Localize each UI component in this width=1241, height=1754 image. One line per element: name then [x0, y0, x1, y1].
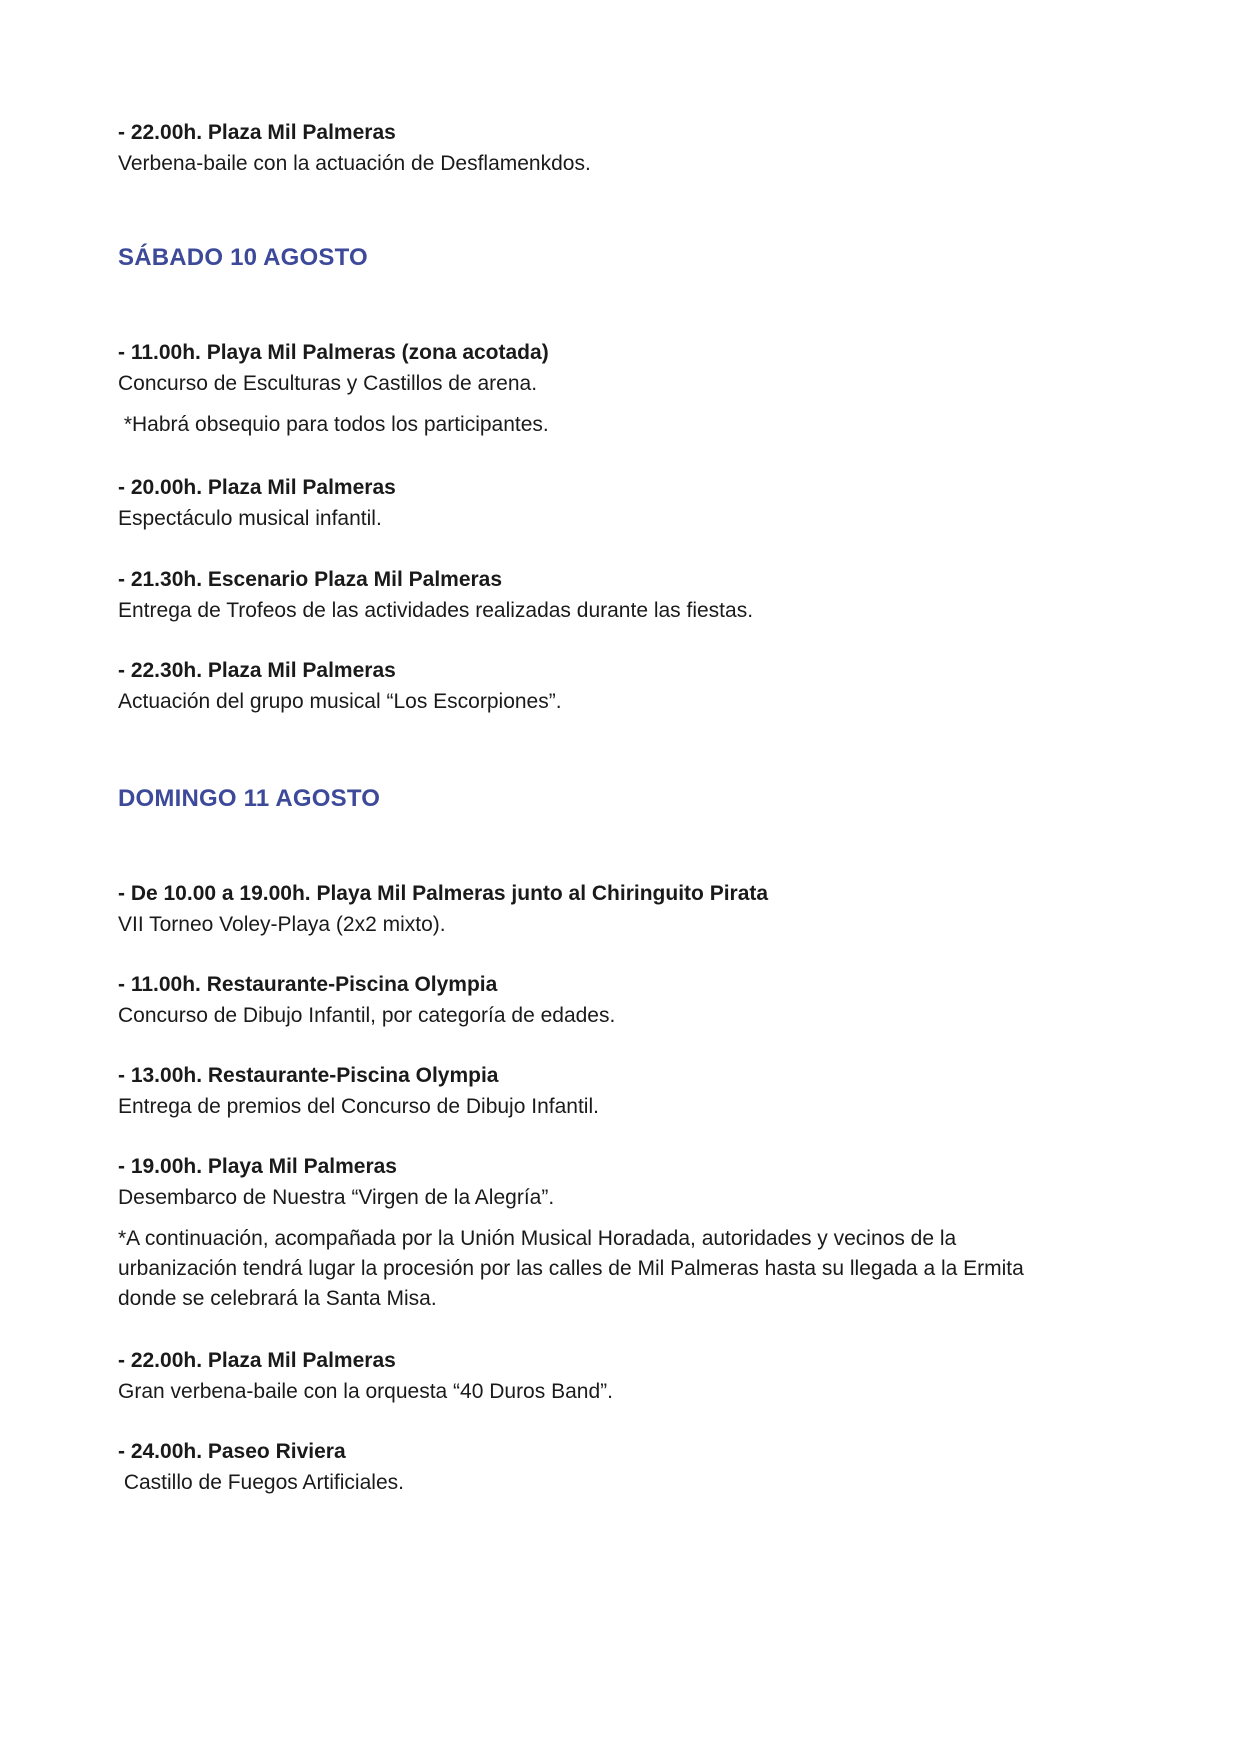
- event-desc: Concurso de Dibujo Infantil, por categoría de edades.: [118, 1004, 616, 1027]
- event-desc: Entrega de Trofeos de las actividades realizadas durante las fiestas.: [118, 599, 754, 622]
- day-heading-domingo: DOMINGO 11 AGOSTO: [118, 785, 381, 812]
- event-desc: VII Torneo Voley-Playa (2x2 mixto).: [118, 913, 446, 936]
- event-time: - 20.00h. Plaza Mil Palmeras: [118, 476, 396, 499]
- day-heading-sabado: SÁBADO 10 AGOSTO: [118, 244, 368, 271]
- event-time: - 21.30h. Escenario Plaza Mil Palmeras: [118, 568, 503, 591]
- event-desc: Actuación del grupo musical “Los Escorpiones”.: [118, 690, 562, 713]
- event-desc: Concurso de Esculturas y Castillos de arena.: [118, 372, 538, 395]
- event-time: - De 10.00 a 19.00h. Playa Mil Palmeras junto al Chiringuito Pirata: [118, 882, 769, 905]
- event-desc: Desembarco de Nuestra “Virgen de la Alegría”.: [118, 1186, 555, 1209]
- event-time: - 22.00h. Plaza Mil Palmeras: [118, 1349, 396, 1372]
- event-desc: Entrega de premios del Concurso de Dibujo Infantil.: [118, 1095, 599, 1118]
- event-time: - 19.00h. Playa Mil Palmeras: [118, 1155, 397, 1178]
- event-time: - 11.00h. Restaurante-Piscina Olympia: [118, 973, 498, 996]
- event-desc: Espectáculo musical infantil.: [118, 507, 382, 530]
- event-time: - 22.30h. Plaza Mil Palmeras: [118, 659, 396, 682]
- event-time: - 24.00h. Paseo Riviera: [118, 1440, 346, 1463]
- event-note-line: urbanización tendrá lugar la procesión por las calles de Mil Palmeras hasta su llegada a la Ermita: [118, 1257, 1024, 1280]
- event-time: - 13.00h. Restaurante-Piscina Olympia: [118, 1064, 499, 1087]
- event-desc: Castillo de Fuegos Artificiales.: [118, 1471, 404, 1494]
- event-time: - 11.00h. Playa Mil Palmeras (zona acotada): [118, 341, 549, 364]
- event-note-line: donde se celebrará la Santa Misa.: [118, 1287, 437, 1310]
- event-desc: Verbena-baile con la actuación de Desflamenkdos.: [118, 152, 591, 175]
- event-time: - 22.00h. Plaza Mil Palmeras: [118, 121, 396, 144]
- event-desc: Gran verbena-baile con la orquesta “40 Duros Band”.: [118, 1380, 613, 1403]
- event-note: *Habrá obsequio para todos los participantes.: [118, 413, 549, 436]
- event-note-line: *A continuación, acompañada por la Unión Musical Horadada, autoridades y vecinos de la: [118, 1227, 957, 1250]
